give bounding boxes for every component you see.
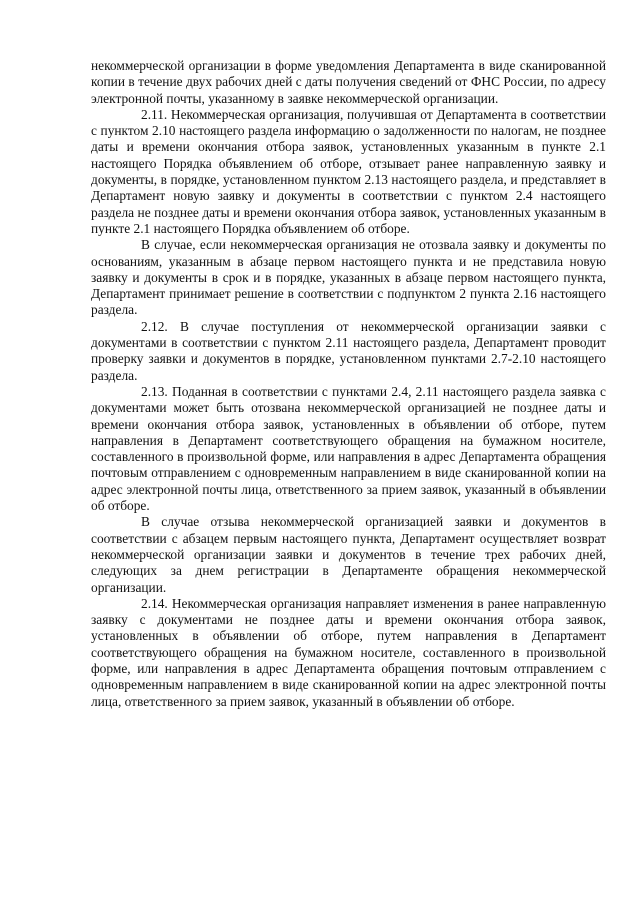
paragraph-2-13-second: В случае отзыва некоммерческой организацией заявки и документов в соответствии с абзацем первым настоящего пункта, Департамент осуществляет возврат некоммерческой организации заявки и документов в течение трех рабочих дней, следующих за днем регистрации в Департаменте обращения некоммерческой организации.	[91, 514, 606, 595]
paragraph-2-14: 2.14. Некоммерческая организация направляет изменения в ранее направленную заявку с документами не позднее даты и времени окончания отбора заявок, установленных в объявлении об отборе, путем направления в Департамент соответствующего обращения на бумажном носителе, составленного в произвольной форме, или направления в адрес Департамента обращения почтовым отправлением с одновременным направлением в виде сканированной копии на адрес электронной почты лица, ответственного за прием заявок, указанный в объявлении об отборе.	[91, 595, 606, 709]
paragraph-2-11-second: В случае, если некоммерческая организация не отозвала заявку и документы по основаниям, указанным в абзаце первом настоящего пункта и не представила новую заявку и документы в срок и в порядке, указанных в абзаце первом настоящего пункта, Департамент принимает решение в соответствии с подпунктом 2 пункта 2.16 настоящего раздела.	[91, 237, 606, 318]
paragraph-2-12: 2.12. В случае поступления от некоммерческой организации заявки с документами в соответствии с пунктом 2.11 настоящего раздела, Департамент проводит проверку заявки и документов в порядке, установленном пунктами 2.7-2.10 настоящего раздела.	[91, 318, 606, 383]
paragraph-2-13: 2.13. Поданная в соответствии с пунктами 2.4, 2.11 настоящего раздела заявка с документами может быть отозвана некоммерческой организацией не позднее даты и времени окончания отбора заявок, установленных в объявлении об отборе, путем направления в Департамент соответствующего обращения на бумажном носителе, составленного в произвольной форме, или направления в адрес Департамента обращения почтовым отправлением с одновременным направлением в виде сканированной копии на адрес электронной почты лица, ответственного за прием заявок, указанный в объявлении об отборе.	[91, 383, 606, 514]
document-page	[91, 58, 606, 710]
paragraph-continuation: некоммерческой организации в форме уведомления Департамента в виде сканированной копии в течение двух рабочих дней с даты получения сведений от ФНС России, по адресу электронной почты, указанному в заявке некоммерческой организации.	[91, 58, 606, 106]
paragraph-2-11: 2.11. Некоммерческая организация, получившая от Департамента в соответствии с пунктом 2.10 настоящего раздела информацию о задолженности по налогам, не позднее даты и времени окончания отбора заявок, установленных указанным в пункте 2.1 настоящего Порядка объявлением об отборе, отзывает ранее направленную заявку и документы, в порядке, установленном пунктом 2.13 настоящего раздела, и представляет в Департамент новую заявку и документы в соответствии с пунктом 2.4 настоящего раздела не позднее даты и времени окончания отбора заявок, установленных указанным в пункте 2.1 настоящего Порядка объявлением об отборе.	[91, 106, 606, 236]
